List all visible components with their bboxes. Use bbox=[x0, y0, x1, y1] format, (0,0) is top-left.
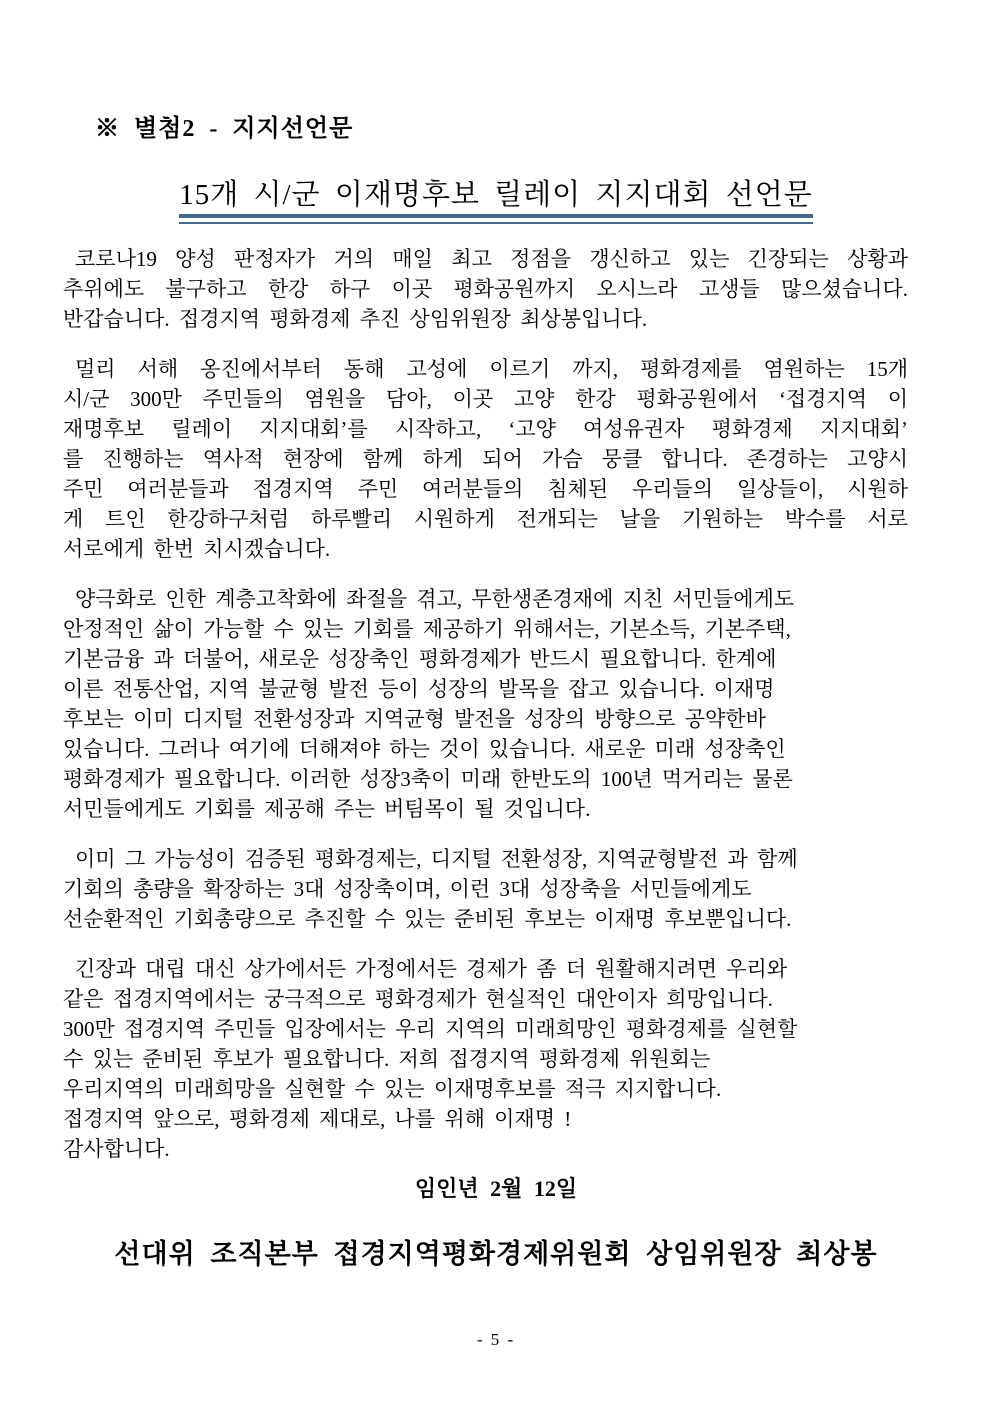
text-line: 양극화로 인한 계층고착화에 좌절을 겪고, 무한생존경재에 지친 서민들에게도 bbox=[75, 587, 795, 611]
text-line: 선순환적인 기회총량으로 추진할 수 있는 준비된 후보는 이재명 후보뿐입니다. bbox=[63, 907, 792, 931]
text-line: 있습니다. 그러나 여기에 더해져야 하는 것이 있습니다. 새로운 미래 성장축인 bbox=[63, 737, 786, 761]
text-line: 반갑습니다. 접경지역 평화경제 추진 상임위원장 최상봉입니다. bbox=[63, 307, 648, 331]
text-line: 서로에게 한번 치시겠습니다. bbox=[63, 537, 331, 561]
date-line: 임인년 2월 12일 bbox=[414, 1176, 578, 1201]
text-line: 평화경제가 필요합니다. 이러한 성장3축이 미래 한반도의 100년 먹거리는 물론 bbox=[63, 767, 793, 791]
text-line: 접경지역 앞으로, 평화경제 제대로, 나를 위해 이재명 ! bbox=[63, 1107, 572, 1131]
document-body bbox=[63, 244, 908, 1184]
text-line: 이른 전통산업, 지역 불균형 발전 등이 성장의 발목을 잡고 있습니다. 이재명 bbox=[63, 677, 775, 701]
text-line: 이미 그 가능성이 검증된 평화경제는, 디지털 전환성장, 지역균형발전 과 함께 bbox=[75, 847, 798, 871]
text-line: 주민 여러분들과 접경지역 주민 여러분들의 침체된 우리들의 일상들이, 시원하 bbox=[63, 477, 908, 501]
text-line: 기본금융 과 더불어, 새로운 성장축인 평화경제가 반드시 필요합니다. 한계에 bbox=[63, 647, 777, 671]
paragraph bbox=[63, 584, 908, 824]
text-line: 수 있는 준비된 후보가 필요합니다. 저희 접경지역 평화경제 위원회는 bbox=[63, 1047, 711, 1071]
text-line: 같은 접경지역에서는 궁극적으로 평화경제가 현실적인 대안이자 희망입니다. bbox=[63, 987, 773, 1011]
text-line: 를 진행하는 역사적 현장에 함께 하게 되어 가슴 뭉클 합니다. 존경하는 고양시 bbox=[63, 447, 908, 471]
text-line: 게 트인 한강하구처럼 하루빨리 시원하게 전개되는 날을 기원하는 박수를 서로 bbox=[63, 507, 908, 531]
page-title: 15개 시/군 이재명후보 릴레이 지지대회 선언문 bbox=[179, 172, 813, 224]
text-line: 코로나19 양성 판정자가 거의 매일 최고 정점을 갱신하고 있는 긴장되는 상황과 bbox=[75, 247, 908, 271]
text-line: 재명후보 릴레이 지지대회’를 시작하고, ‘고양 여성유권자 평화경제 지지대회’ bbox=[63, 417, 908, 441]
paragraph bbox=[63, 354, 908, 564]
attachment-label: ※ 별첨2 - 지지선언문 bbox=[95, 116, 354, 142]
text-line: 감사합니다. bbox=[63, 1137, 170, 1161]
paragraph bbox=[63, 244, 908, 334]
text-line: 기회의 총량을 확장하는 3대 성장축이며, 이런 3대 성장축을 서민들에게도 bbox=[63, 877, 752, 901]
text-line: 멀리 서해 옹진에서부터 동해 고성에 이르기 까지, 평화경제를 염원하는 15개 bbox=[75, 357, 908, 381]
text-line: 300만 접경지역 주민들 입장에서는 우리 지역의 미래희망인 평화경제를 실현할 bbox=[63, 1017, 798, 1041]
page-number: - 5 - bbox=[476, 1330, 516, 1349]
text-line: 긴장과 대립 대신 상가에서든 가정에서든 경제가 좀 더 원활해지려면 우리와 bbox=[75, 957, 788, 981]
text-line: 후보는 이미 디지털 전환성장과 지역균형 발전을 성장의 방향으로 공약한바 bbox=[63, 707, 766, 731]
paragraph bbox=[63, 954, 908, 1164]
signature-line: 선대위 조직본부 접경지역평화경제위원회 상임위원장 최상봉 bbox=[114, 1239, 878, 1269]
text-line: 추위에도 불구하고 한강 하구 이곳 평화공원까지 오시느라 고생들 많으셨습니다. bbox=[63, 277, 908, 301]
title-row bbox=[0, 172, 992, 224]
text-line: 시/군 300만 주민들의 염원을 담아, 이곳 고양 한강 평화공원에서 ‘접경지역 이 bbox=[63, 387, 908, 411]
text-line: 안정적인 삶이 가능할 수 있는 기회를 제공하기 위해서는, 기본소득, 기본주택, bbox=[63, 617, 791, 641]
text-line: 서민들에게도 기회를 제공해 주는 버팀목이 될 것입니다. bbox=[63, 797, 591, 821]
paragraph bbox=[63, 844, 908, 934]
text-line: 우리지역의 미래희망을 실현할 수 있는 이재명후보를 적극 지지합니다. bbox=[63, 1077, 722, 1101]
